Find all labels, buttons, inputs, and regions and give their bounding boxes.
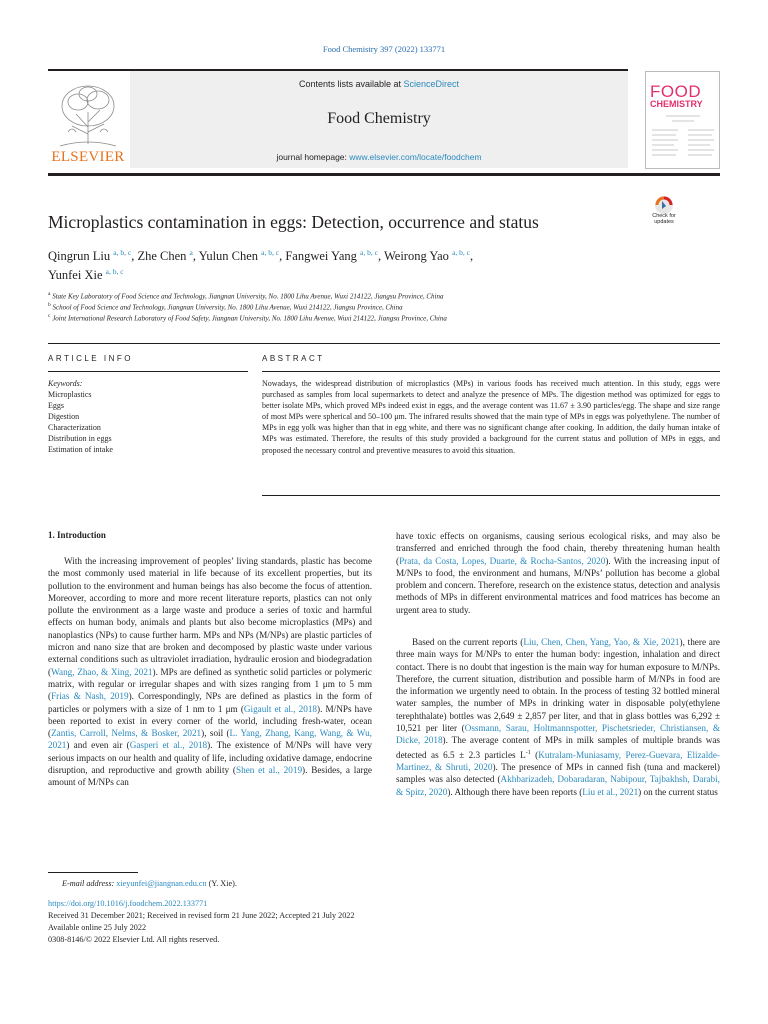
check-for-updates-label[interactable]: Check for updates (652, 213, 676, 225)
intro-paragraph-3 (396, 636, 720, 798)
citation-link[interactable]: Gigault et al., 2018 (243, 703, 318, 714)
homepage-link[interactable]: www.elsevier.com/locate/foodchem (349, 152, 482, 162)
article-title: Microplastics contamination in eggs: Detection, occurrence and status (48, 212, 539, 232)
article-info-heading: ARTICLE INFO (48, 354, 133, 363)
keyword: Digestion (48, 412, 80, 421)
citation-link[interactable]: Prata, da Costa, Lopes, Duarte, & Rocha-Santos, 2020 (399, 555, 606, 566)
contents-line (130, 79, 628, 89)
citation-link[interactable]: Zantis, Carroll, Nelms, & Bosker, 2021 (51, 728, 202, 739)
doi-link[interactable]: https://doi.org/10.1016/j.foodchem.2022.133771 (48, 899, 208, 908)
cover-title-line1: FOOD (650, 82, 702, 101)
sciencedirect-link[interactable]: ScienceDirect (403, 79, 460, 89)
journal-name: Food Chemistry (327, 110, 431, 127)
paragraph-text: ). Although there have been reports ( (447, 786, 583, 797)
running-header[interactable]: Food Chemistry 397 (2022) 133771 (322, 44, 446, 54)
paragraph-text: With the increasing improvement of peoples’ living standards, plastic has become the most commonly used material in life because of its excellent properties, but its pollution to the environment and human beings has also become the focus of attention. Moreover, according to more and more recent literature reports, plastics can not only pollute the environment as a large waste and produce a series of toxic and harmful effects on human body, animals and plants but also become microplastics (MPs) and nanoplastics (NPs) to cause further harm. MPs and NPs (M/NPs) are plastic particles of micron and nano size that are broken and decomposed by plastic waste under various external conditions such as ultraviolet irradiation, hydraulic erosion and biodegradation ( (48, 556, 372, 677)
abstract-rule (262, 371, 720, 372)
contents-prefix: Contents lists available at (298, 79, 404, 89)
citation-link[interactable]: Wang, Zhao, & Xing, 2021 (51, 666, 153, 677)
intro-paragraph-2 (396, 530, 720, 616)
affiliation: $^b$ School of Food Science and Technology, Jiangnan University, No. 1800 Lihu Avenue, Wuxi 214122, Jiangsu Province, China (48, 302, 403, 312)
abstract-bottom-rule (262, 495, 720, 496)
citation-link[interactable]: Akhbarizadeh, Dobaradaran, Nabipour, Tajbakhsh, Darabi, & Spitz, 2020 (396, 774, 720, 797)
paragraph-text: Based on the current reports ( (412, 637, 524, 647)
paragraph-text: ) and even air ( (66, 740, 130, 751)
paragraph-text: ). MPs are defined as synthetic solid particles or polymeric matrix, with regular or irregular shapes and with sizes ranging from 1 μm to 5 mm ( (48, 666, 373, 702)
available-online: Available online 25 July 2022 (48, 923, 147, 932)
paragraph-text: ), soil ( (201, 728, 230, 739)
email-link[interactable]: xieyunfei@jiangnan.edu.cn (116, 879, 207, 888)
keyword: Characterization (48, 423, 101, 432)
citation-link[interactable]: Gasperi et al., 2018 (129, 740, 208, 751)
homepage-line (130, 152, 628, 162)
keyword: Microplastics (48, 390, 92, 399)
copyright: 0308-8146/© 2022 Elsevier Ltd. All rights reserved. (48, 935, 220, 944)
email-suffix: (Y. Xie). (206, 879, 237, 888)
citation-link[interactable]: Shen et al., 2019 (235, 765, 303, 776)
author[interactable]: Qingrun Liu $^{a, b, c}$, (48, 248, 138, 264)
citation-link[interactable]: Liu, Chen, Chen, Yang, Yao, & Xie, 2021 (523, 637, 680, 647)
header-bottom-rule (48, 173, 720, 176)
received-dates: Received 31 December 2021; Received in revised form 21 June 2022; Accepted 21 July 2022 (48, 911, 355, 920)
author[interactable]: Fangwei Yang $^{a, b, c}$, (285, 248, 384, 264)
cover-text-lines (650, 112, 716, 164)
superscript: -1 (525, 749, 531, 756)
footnote-rule (48, 872, 138, 873)
keyword: Estimation of intake (48, 445, 113, 454)
citation-link[interactable]: L. Yang, Zhang, Kang, Wang, & Wu, 2021 (48, 728, 372, 751)
author[interactable]: Yulun Chen $^{a, b, c}$, (198, 248, 286, 264)
paragraph-text: ( (530, 749, 539, 760)
cover-title-line2: CHEMISTRY (650, 99, 703, 109)
citation-link[interactable]: Ossmann, Sarau, Holtmannspotter, Pischetsrieder, Christiansen, & Dicke, 2018 (396, 723, 720, 746)
keyword: Eggs (48, 401, 64, 410)
paragraph-text: ). With the increasing input of M/NPs to food, the environment and humans, M/NPs’ pollution has become a global problem and concern. Therefore, research on the existence status, detection and analysis methods of MPs in different environmental matrices and food matrices has become an urgent area to study. (396, 555, 720, 615)
author[interactable]: Weirong Yao $^{a, b, c}$, (383, 248, 474, 264)
affiliation: $^a$ State Key Laboratory of Food Science and Technology, Jiangnan University, No. 1800 Lihu Avenue, Wuxi 214122, Jiangsu Province, China (48, 291, 444, 301)
article-info-rule (48, 371, 248, 372)
abstract-text: Nowadays, the widespread distribution of microplastics (MPs) in various foods has received much attention. In this study, eggs were purchased as samples from local supermarkets to detect and analyze the presence of MPs. The digestion method was optimized for eggs to better isolate MPs, which proved MPs indeed exist in eggs, and the average content was 11.67 ± 3.90 particles/egg. The shape and size range of most MPs were spherical and 50–100 μm. The infrared results showed that the main type of MPs in eggs was polyethylene. The number of MPs in egg yolk was higher than that in egg white, and there was no significant change after cooking. In addition, the daily human intake of MPs was estimated. Therefore, the results of this study provided a background for the current status and pollution of MPs in eggs, and proposed the necessary control and preventive measures to avoid this situation. (262, 379, 720, 455)
cover-title (650, 84, 703, 109)
author-list (48, 245, 688, 283)
affiliation-divider (48, 343, 720, 344)
section-heading-introduction: 1. Introduction (48, 530, 106, 540)
author[interactable]: Yunfei Xie $^{a, b, c}$ (48, 267, 124, 283)
citation-link[interactable]: Liu et al., 2021 (582, 786, 639, 797)
affiliation: $^c$ Joint International Research Laboratory of Food Safety, Jiangnan University, No. 1800 Lihu Avenue, Wuxi 214122, Jiangsu Province, China (48, 313, 447, 323)
email-label: E-mail address: (62, 879, 117, 888)
paragraph-text: ), there are three main ways for M/NPs to enter the human body: ingestion, inhalation and direct contact. There is no doubt that ingestion is the main way for human exposure to M/NPs. Therefore, the current situation, distribution and possible harm of M/NPs in food are the information we urgently need to obtain. In the process of testing 32 bottled mineral water samples, the number of MPs in drinking water in disposable poly(ethylene terephthalate) bottles was 2,649 ± 2,857 per liter, and that in glass bottles was 6,292 ± 10,521 per liter ( (396, 637, 721, 734)
corresponding-email (62, 879, 237, 888)
paragraph-text: ). The presence of MPs in canned fish (tuna and mackerel) samples was also detected ( (396, 762, 720, 785)
homepage-prefix: journal homepage: (276, 152, 350, 162)
keyword: Distribution in eggs (48, 434, 112, 443)
paragraph-text: ). Besides, a large amount of M/NPs can (48, 765, 372, 788)
paragraph-text: have toxic effects on organisms, causing serious ecological risks, and may also be transferred and enriched through the food chain, thereby threatening human health ( (396, 531, 720, 566)
paragraph-text: ). The existence of M/NPs will have very serious impacts on our health and quality of life, including oxidative damage, endocrine disruption, and reproductive and growth ability ( (48, 740, 373, 776)
citation-link[interactable]: Frias & Nash, 2019 (51, 691, 129, 702)
publisher-wordmark: ELSEVIER (51, 149, 125, 165)
paragraph-text: ) on the current status (638, 786, 718, 797)
author[interactable]: Zhe Chen $^a$, (137, 248, 199, 264)
paragraph-text: ). The average content of MPs in milk samples of multiple brands was detected as 6.5 ± 2.3 particles L (396, 735, 720, 760)
paragraph-text: ). M/NPs have been reported to exist in every corner of the world, including fresh-water, ocean ( (48, 703, 372, 739)
citation-link[interactable]: Kutralam-Muniasamy, Perez-Guevara, Elizalde-Martinez, & Shruti, 2020 (396, 749, 720, 773)
intro-paragraph-1 (48, 555, 372, 789)
abstract-heading: ABSTRACT (262, 354, 325, 363)
paragraph-text: ). Correspondingly, NPs are defined as plastics in the form of particles or polymers with a size of 1 nm to 1 μm ( (48, 691, 372, 714)
keywords-label: Keywords: (48, 379, 83, 388)
